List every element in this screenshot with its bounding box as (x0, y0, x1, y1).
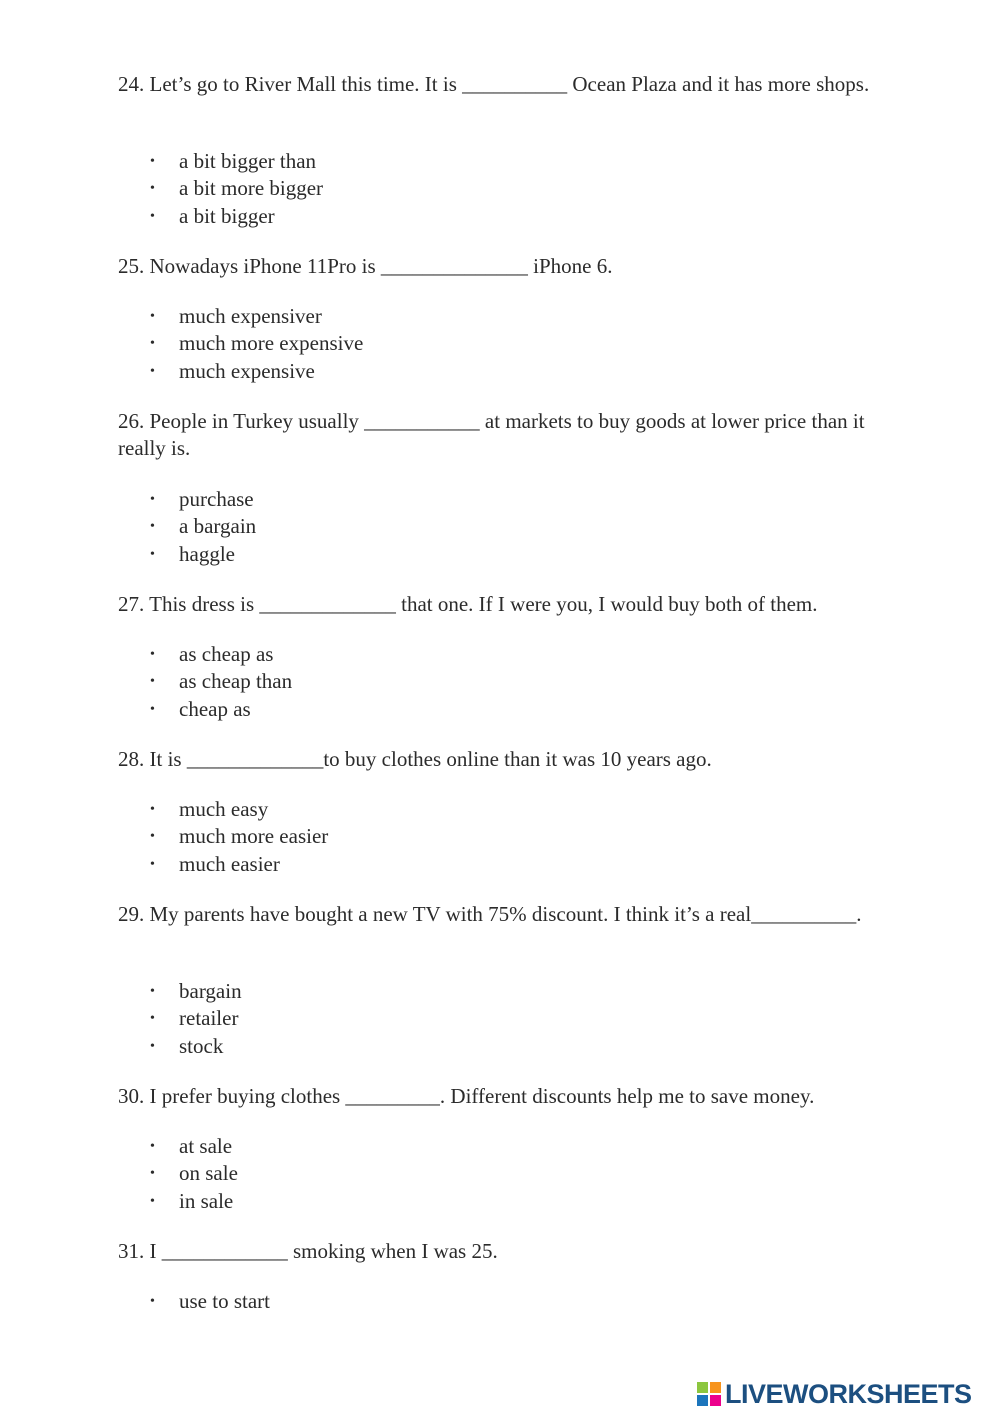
bullet-icon: • (150, 1294, 155, 1309)
option-28-a[interactable]: • much easy (150, 796, 328, 823)
bullet-icon: • (150, 363, 155, 379)
option-26-b[interactable]: • a bargain (150, 513, 256, 540)
question-29: 29. My parents have bought a new TV with 75% discount. I think it’s a real__________. (118, 902, 862, 926)
option-27-a[interactable]: • as cheap as (150, 641, 292, 668)
option-24-b[interactable]: • a bit more bigger (150, 175, 323, 202)
options-29 (150, 978, 242, 1060)
bullet-icon: • (150, 208, 155, 224)
liveworksheets-logo-icon (697, 1382, 721, 1406)
option-28-b[interactable]: • much more easier (150, 823, 328, 850)
option-28-c[interactable]: • much easier (150, 851, 328, 878)
option-26-a[interactable]: • purchase (150, 486, 256, 513)
bullet-icon: • (150, 856, 155, 872)
bullet-icon: • (150, 519, 155, 535)
option-30-a[interactable]: • at sale (150, 1133, 238, 1160)
bullet-icon: • (150, 802, 155, 817)
bullet-icon: • (150, 336, 155, 352)
option-27-c[interactable]: • cheap as (150, 696, 292, 723)
bullet-icon: • (150, 647, 155, 662)
question-30: 30. I prefer buying clothes _________. Different discounts help me to save money. (118, 1084, 815, 1108)
option-24-c[interactable]: • a bit bigger (150, 203, 323, 230)
bullet-icon: • (150, 1038, 155, 1054)
options-24 (150, 148, 323, 230)
bullet-icon: • (150, 829, 155, 845)
option-29-a[interactable]: • bargain (150, 978, 242, 1005)
bullet-icon: • (150, 492, 155, 507)
bullet-icon: • (150, 309, 155, 324)
bullet-icon: • (150, 701, 155, 717)
option-30-b[interactable]: • on sale (150, 1160, 238, 1187)
bullet-icon: • (150, 1011, 155, 1027)
bullet-icon: • (150, 1139, 155, 1154)
options-27 (150, 641, 292, 723)
options-25 (150, 303, 363, 385)
bullet-icon: • (150, 984, 155, 999)
bullet-icon: • (150, 181, 155, 197)
logo-text: LIVEWORKSHEETS (725, 1378, 972, 1409)
option-27-b[interactable]: • as cheap than (150, 668, 292, 695)
options-31 (150, 1288, 270, 1315)
option-31-a[interactable]: • use to start (150, 1288, 270, 1315)
question-26: 26. People in Turkey usually ___________ at markets to buy goods at lower price than it really is. (118, 409, 865, 460)
question-28: 28. It is _____________to buy clothes online than it was 10 years ago. (118, 747, 712, 771)
option-24-a[interactable]: • a bit bigger than (150, 148, 323, 175)
liveworksheets-logo (697, 1378, 972, 1410)
bullet-icon: • (150, 546, 155, 562)
option-25-a[interactable]: • much expensiver (150, 303, 363, 330)
option-29-c[interactable]: • stock (150, 1033, 242, 1060)
options-26 (150, 486, 256, 568)
options-30 (150, 1133, 238, 1215)
question-24: 24. Let’s go to River Mall this time. It is __________ Ocean Plaza and it has more shops. (118, 72, 870, 96)
options-28 (150, 796, 328, 878)
option-29-b[interactable]: • retailer (150, 1005, 242, 1032)
option-25-b[interactable]: • much more expensive (150, 330, 363, 357)
question-25: 25. Nowadays iPhone 11Pro is ______________ iPhone 6. (118, 254, 613, 278)
bullet-icon: • (150, 1193, 155, 1209)
bullet-icon: • (150, 1166, 155, 1182)
option-30-c[interactable]: • in sale (150, 1188, 238, 1215)
question-27: 27. This dress is _____________ that one. If I were you, I would buy both of them. (118, 592, 818, 616)
bullet-icon: • (150, 154, 155, 169)
bullet-icon: • (150, 674, 155, 690)
option-25-c[interactable]: • much expensive (150, 358, 363, 385)
option-26-c[interactable]: • haggle (150, 541, 256, 568)
question-31: 31. I ____________ smoking when I was 25. (118, 1239, 498, 1263)
